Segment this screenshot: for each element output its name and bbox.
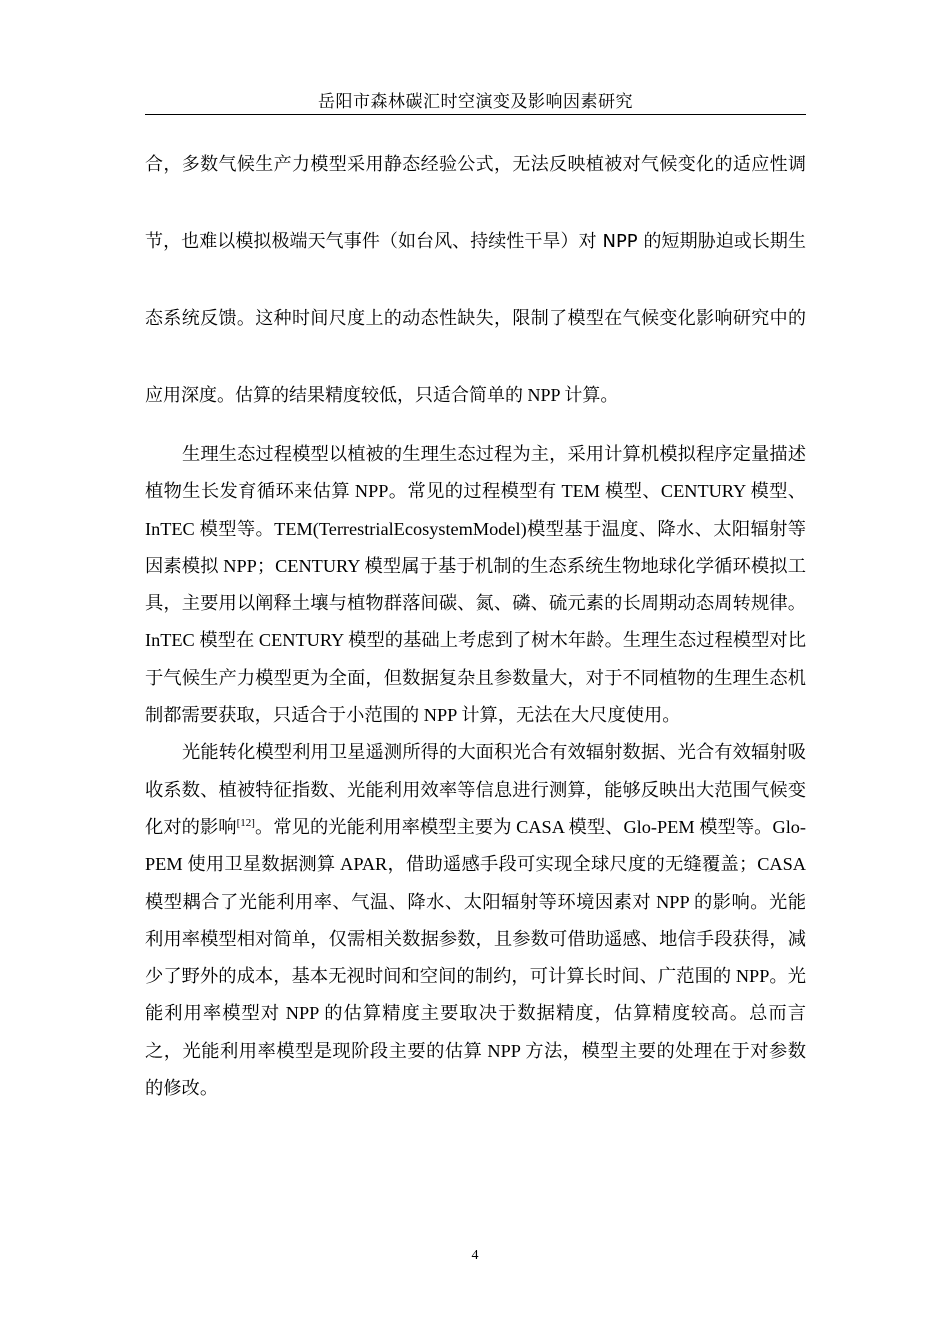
running-header-title: 岳阳市森林碳汇时空演变及影响因素研究 xyxy=(318,92,633,112)
body-text xyxy=(145,140,806,1107)
paragraph-light-use-text-1: 光能转化模型利用卫星遥测所得的大面积光合有效辐射数据、光合有效辐射吸收系数、植被特征指数、光能利用效率等信息进行测算，能够反映出大范围气候变化对的影响 xyxy=(145,742,806,837)
paragraph-continuation xyxy=(145,126,806,434)
citation-reference: [12] xyxy=(236,816,255,829)
page-number: 4 xyxy=(471,1248,479,1263)
paragraph-continuation-emphasis: 合，多数气候生产力模型采用静态经验公式，无法反映植被对气候变化的适应性调节，也难以模拟极端天气事件（如台风、持续性干旱）对 NPP 的短期胁迫或长期生态系统反馈。这种时间尺度上的动态性缺失，限制了模型在气候变化影响研究中的应用深度。 xyxy=(145,154,806,406)
paragraph-continuation-plain: 估算的结果精度较低，只适合简单的 NPP 计算。 xyxy=(235,385,619,405)
paragraph-light-use-models xyxy=(145,734,806,1107)
header-rule xyxy=(145,114,806,115)
paragraph-process-models: 生理生态过程模型以植被的生理生态过程为主，采用计算机模拟程序定量描述植物生长发育循环来估算 NPP。常见的过程模型有 TEM 模型、CENTURY 模型、InTEC 模型等。TEM(TerrestrialEcosystemModel)模型基于温度、降水、太阳辐射等因素模拟 NPP；CENTURY 模型属于基于机制的生态系统生物地球化学循环模拟工具，主要用以阐释土壤与植物群落间碳、氮、磷、硫元素的长周期动态周转规律。InTEC 模型在 CENTURY 模型的基础上考虑到了树木年龄。生理生态过程模型对比于气候生产力模型更为全面，但数据复杂且参数量大，对于不同植物的生理生态机制都需要获取，只适合于小范围的 NPP 计算，无法在大尺度使用。 xyxy=(145,444,806,726)
paragraph-light-use-text-2: 。常见的光能利用率模型主要为 CASA 模型、Glo-PEM 模型等。Glo-PEM 使用卫星数据测算 APAR，借助遥感手段可实现全球尺度的无缝覆盖；CASA 模型耦合了光能利用率、气温、降水、太阳辐射等环境因素对 NPP 的影响。光能利用率模型相对简单，仅需相关数据参数，且参数可借助遥感、地信手段获得，减少了野外的成本，基本无视时间和空间的制约，可计算长时间、广范围的 NPP。光能利用率模型对 NPP 的估算精度主要取决于数据精度，估算精度较高。总而言之，光能利用率模型是现阶段主要的估算 NPP 方法，模型主要的处理在于对参数的修改。 xyxy=(145,816,807,1099)
